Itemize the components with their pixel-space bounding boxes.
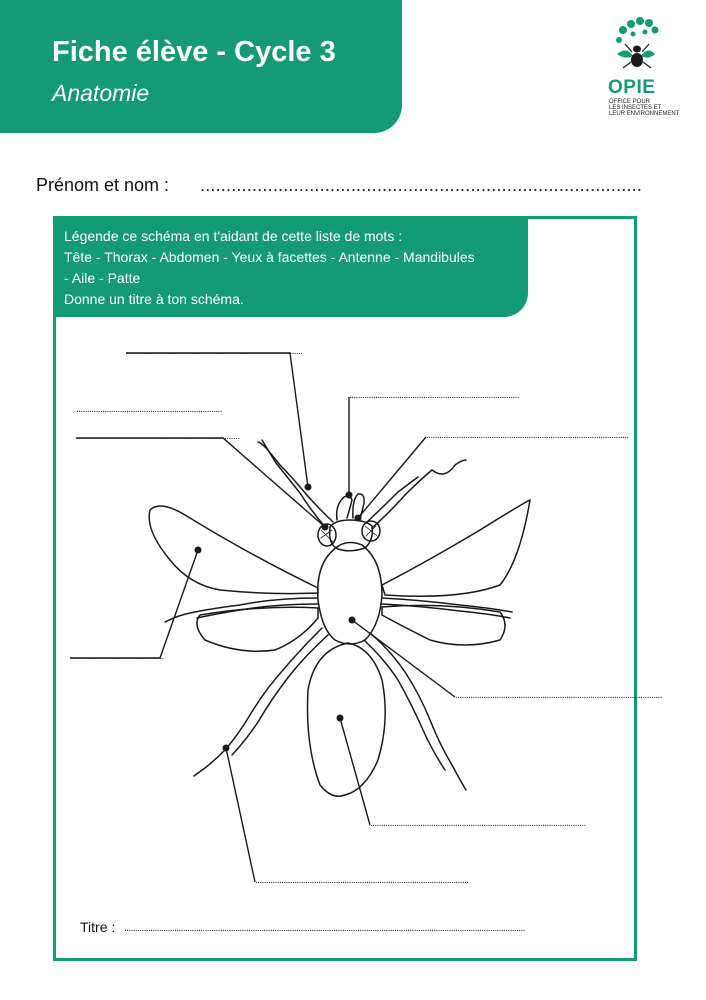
name-input-line[interactable]: ..................................................................................... bbox=[200, 175, 643, 195]
logo-wordmark: OPIE bbox=[608, 77, 656, 98]
label-blank[interactable]: ................................................................................................... bbox=[370, 818, 586, 829]
instruction-line: - Aile - Patte bbox=[64, 270, 141, 286]
label-blank[interactable]: ................................................................................. bbox=[126, 346, 303, 357]
label-blank[interactable]: ................................................................... bbox=[76, 404, 222, 415]
title-label: Titre : bbox=[80, 919, 116, 935]
label-blank[interactable]: .................................................................................................. bbox=[255, 875, 469, 886]
instruction-line: Donne un titre à ton schéma. bbox=[64, 291, 244, 307]
logo-tagline-line: LES INSECTES ET bbox=[609, 105, 662, 111]
instruction-line: Tête - Thorax - Abdomen - Yeux à facettes - Antenne - Mandibules bbox=[64, 249, 475, 265]
logo-tagline-line: LEUR ENVIRONNEMENT bbox=[609, 111, 680, 117]
label-blank[interactable]: .............................................................................. bbox=[349, 390, 519, 401]
label-blank[interactable]: ........................................................................... bbox=[76, 431, 240, 442]
label-blank[interactable]: ............................................................................................. bbox=[426, 430, 629, 441]
label-blank[interactable]: ............................................................................................... bbox=[455, 690, 662, 701]
page-title: Fiche élève - Cycle 3 bbox=[52, 36, 336, 68]
page-subtitle: Anatomie bbox=[52, 80, 150, 106]
title-input-line[interactable]: ........................................................................................................................................................................................ bbox=[124, 923, 525, 934]
logo-tagline-line: OFFICE POUR bbox=[609, 99, 651, 105]
instruction-line: Légende ce schéma en t'aidant de cette liste de mots : bbox=[64, 228, 403, 244]
name-label: Prénom et nom : bbox=[36, 175, 170, 195]
label-blank[interactable]: ........................................... bbox=[70, 651, 164, 662]
